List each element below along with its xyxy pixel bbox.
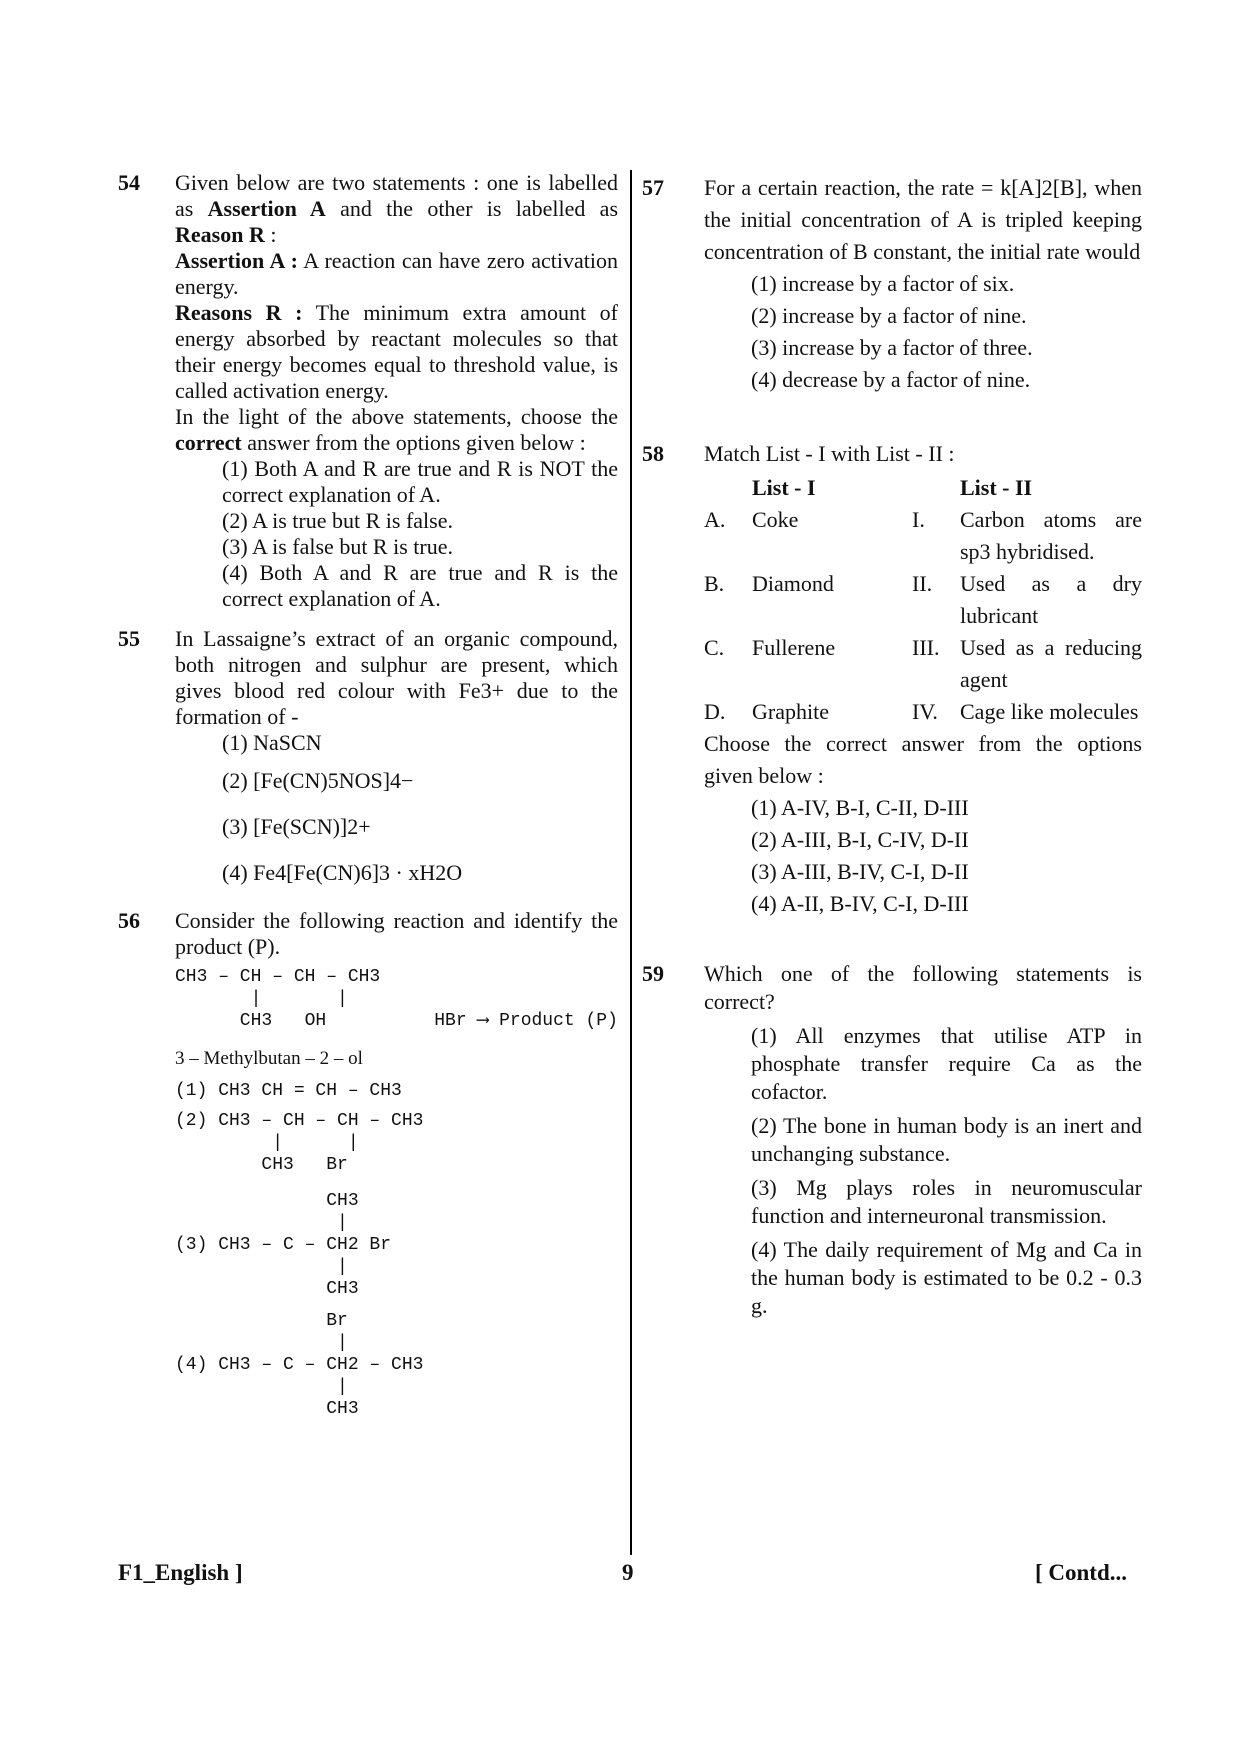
option-1: (1) NaSCN <box>222 730 322 755</box>
column-divider <box>630 170 632 1555</box>
question-intro: Given below are two statements : one is labelled as Assertion A and the other is labelled as Reason R : <box>175 170 619 247</box>
reason-statement: Reasons R : The minimum extra amount of energy absorbed by reactant molecules so that their energy becomes equal to threshold value, is called activation energy. <box>175 300 618 403</box>
question-58 <box>642 438 1142 920</box>
footer-page-number: 9 <box>622 1560 634 1585</box>
option-2: (2) The bone in human body is an inert and unchanging substance. <box>751 1113 1142 1166</box>
question-56 <box>118 908 618 1420</box>
assertion-statement: Assertion A : A reaction can have zero activation energy. <box>175 248 619 299</box>
row-label: I. <box>912 507 925 532</box>
option-1: (1) A-IV, B-I, C-II, D-III <box>751 795 969 820</box>
option-2: (2) A-III, B-I, C-IV, D-II <box>751 827 969 852</box>
list-2-item: Used as a reducing agent <box>960 635 1142 692</box>
row-label: C. <box>704 635 725 660</box>
option-2: (2) A is true but R is false. <box>222 508 453 533</box>
right-column <box>642 170 1142 1320</box>
question-text: For a certain reaction, the rate = k[A]2[B], when the initial concentration of A is tripled keeping concentration of B constant, the initial rate would <box>704 175 1142 264</box>
option-4: Br | (4) CH3 – C – CH2 – CH3 | CH3 <box>175 1311 424 1419</box>
question-number: 56 <box>118 908 140 933</box>
reactant-name: 3 – Methylbutan – 2 – ol <box>175 1048 363 1069</box>
instruction-text: In the light of the above statements, choose the correct answer from the options given below : <box>175 404 618 455</box>
row-label: B. <box>704 571 725 596</box>
option-3: (3) A is false but R is true. <box>222 534 453 559</box>
match-table <box>704 472 1142 728</box>
option-4: (4) A-II, B-IV, C-I, D-III <box>751 891 969 916</box>
list-2-item: Carbon atoms are sp3 hybridised. <box>960 507 1142 564</box>
list-1-item: Graphite <box>752 699 829 724</box>
row-label: II. <box>912 571 933 596</box>
option-2: (2) [Fe(CN)5NOS]4− <box>222 768 414 793</box>
option-3: (3) increase by a factor of three. <box>751 335 1033 360</box>
question-number: 57 <box>642 175 664 200</box>
option-3: (3) A-III, B-IV, C-I, D-II <box>751 859 969 884</box>
option-3: (3) Mg plays roles in neuromuscular function and interneuronal transmission. <box>751 1175 1142 1228</box>
row-label: IV. <box>912 699 938 724</box>
question-number: 58 <box>642 441 664 466</box>
reaction-scheme: CH3 – CH – CH – CH3 | | CH3 OH HBr ⟶ Product (P) <box>175 967 618 1031</box>
option-1: (1) Both A and R are true and R is NOT the correct explanation of A. <box>222 456 618 507</box>
question-54 <box>118 170 618 612</box>
question-text: Which one of the following statements is correct? <box>704 961 1142 1014</box>
row-label: III. <box>912 635 940 660</box>
list-2-item: Cage like molecules <box>960 699 1139 724</box>
row-label: D. <box>704 699 726 724</box>
question-55 <box>118 626 618 886</box>
question-text: Consider the following reaction and identify the product (P). <box>175 908 618 959</box>
footer-paper-code: F1_English ] <box>118 1560 243 1585</box>
option-4: (4) decrease by a factor of nine. <box>751 367 1031 392</box>
option-2: (2) CH3 – CH – CH – CH3 | | CH3 Br <box>175 1111 424 1175</box>
question-text: Match List - I with List - II : <box>704 441 955 466</box>
list-2-item: Used as a dry lubricant <box>960 571 1142 628</box>
option-1: (1) All enzymes that utilise ATP in phosphate transfer require Ca as the cofactor. <box>751 1023 1142 1104</box>
option-4: (4) Both A and R are true and R is the correct explanation of A. <box>222 560 618 611</box>
list-1-item: Fullerene <box>752 635 836 660</box>
instruction-text: Choose the correct answer from the options given below : <box>704 731 1142 788</box>
question-57 <box>642 172 1142 396</box>
option-4: (4) The daily requirement of Mg and Ca in the human body is estimated to be 0.2 - 0.3 g. <box>751 1237 1142 1318</box>
option-1: (1) increase by a factor of six. <box>751 271 1015 296</box>
question-number: 55 <box>118 626 140 651</box>
list-1-header: List - I <box>752 475 816 500</box>
footer-continued: [ Contd... <box>1035 1560 1128 1585</box>
question-59 <box>642 960 1142 1320</box>
option-1: (1) CH3 CH = CH – CH3 <box>175 1081 402 1101</box>
option-3: (3) [Fe(SCN)]2+ <box>222 814 371 839</box>
option-4: (4) Fe4[Fe(CN)6]3 · xH2O <box>222 860 463 885</box>
list-1-item: Coke <box>752 507 799 532</box>
list-1-item: Diamond <box>752 571 834 596</box>
question-number: 59 <box>642 961 664 986</box>
left-column <box>118 170 618 1420</box>
question-number: 54 <box>118 170 140 195</box>
option-3: CH3 | (3) CH3 – C – CH2 Br | CH3 <box>175 1191 392 1299</box>
row-label: A. <box>704 507 726 532</box>
question-text: In Lassaigne’s extract of an organic compound, both nitrogen and sulphur are present, which gives blood red colour with Fe3+ due to the formation of - <box>175 626 618 729</box>
option-2: (2) increase by a factor of nine. <box>751 303 1027 328</box>
list-2-header: List - II <box>960 475 1033 500</box>
